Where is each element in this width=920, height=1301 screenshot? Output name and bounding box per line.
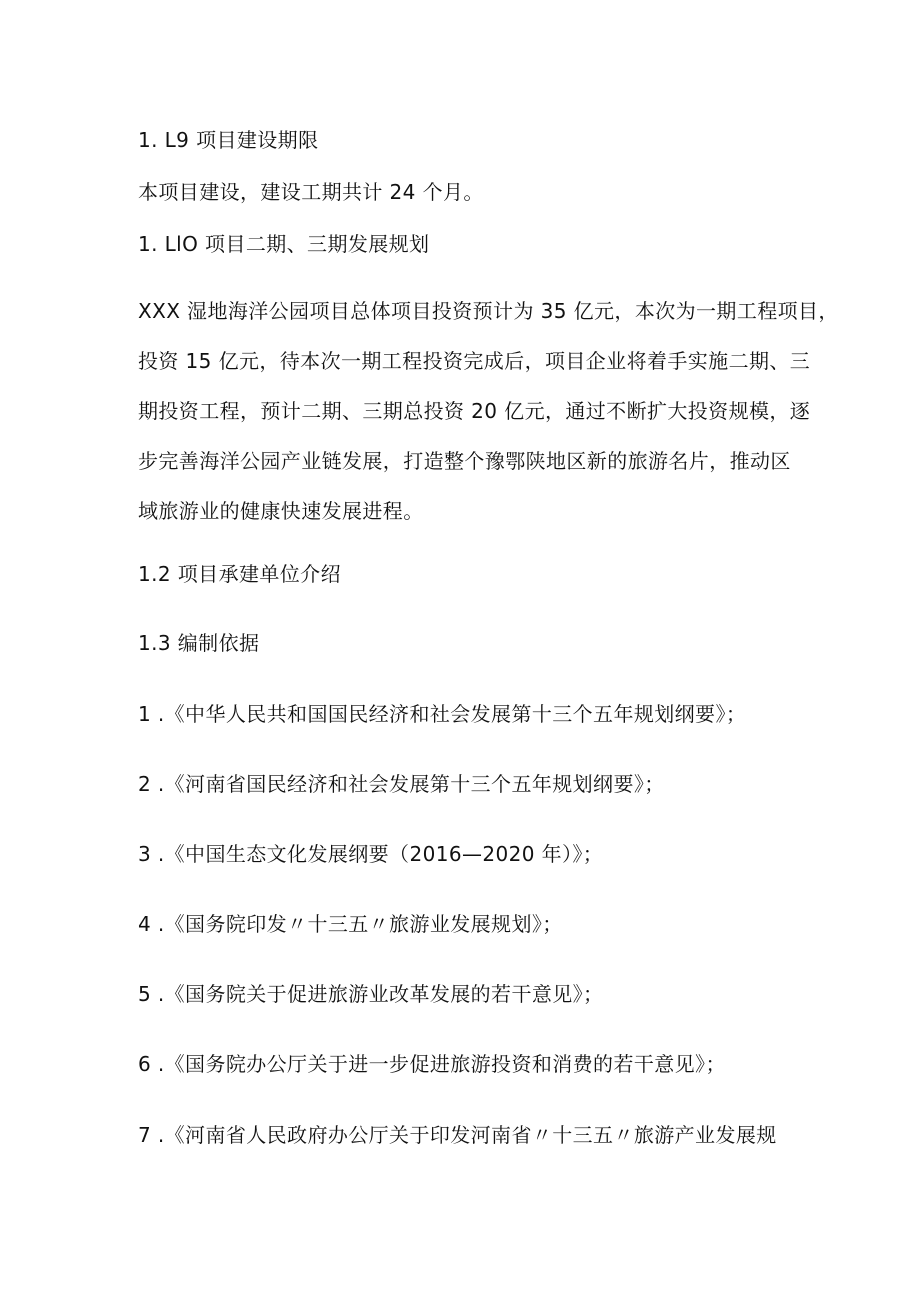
section-body-1-1-9: 本项目建设，建设工期共计 24 个月。 bbox=[138, 180, 484, 204]
reference-list-item-3: 3 .《中国生态文化发展纲要（2016—2020 年）》； bbox=[138, 842, 604, 866]
paragraph-line: 步完善海洋公园产业链发展，打造整个豫鄂陕地区新的旅游名片，推动区 bbox=[138, 449, 791, 473]
reference-list-item-5: 5 .《国务院关于促进旅游业改革发展的若干意见》； bbox=[138, 982, 604, 1006]
paragraph-line: 投资 15 亿元，待本次一期工程投资完成后，项目企业将着手实施二期、三 bbox=[138, 349, 811, 373]
reference-list-item-6: 6 .《国务院办公厅关于进一步促进旅游投资和消费的若干意见》； bbox=[138, 1052, 726, 1076]
paragraph-line: 期投资工程，预计二期、三期总投资 20 亿元，通过不断扩大投资规模，逐 bbox=[138, 399, 811, 423]
reference-list-item-1: 1 .《中华人民共和国国民经济和社会发展第十三个五年规划纲要》； bbox=[138, 702, 747, 726]
section-body-1-1-10 bbox=[138, 286, 839, 536]
section-heading-1-2: 1.2 项目承建单位介绍 bbox=[138, 562, 341, 586]
paragraph-line: 域旅游业的健康快速发展进程。 bbox=[138, 499, 424, 523]
reference-list-item-4: 4 .《国务院印发〃十三五〃旅游业发展规划》； bbox=[138, 912, 563, 936]
section-heading-1-1-9: 1. L9 项目建设期限 bbox=[138, 128, 319, 152]
reference-list-item-2: 2 .《河南省国民经济和社会发展第十三个五年规划纲要》； bbox=[138, 772, 665, 796]
reference-list-item-7: 7 .《河南省人民政府办公厅关于印发河南省〃十三五〃旅游产业发展规 bbox=[138, 1123, 777, 1147]
section-heading-1-1-10: 1. LlO 项目二期、三期发展规划 bbox=[138, 232, 430, 256]
paragraph-line: XXX 湿地海洋公园项目总体项目投资预计为 35 亿元，本次为一期工程项目， bbox=[138, 299, 839, 323]
section-heading-1-3: 1.3 编制依据 bbox=[138, 631, 260, 655]
